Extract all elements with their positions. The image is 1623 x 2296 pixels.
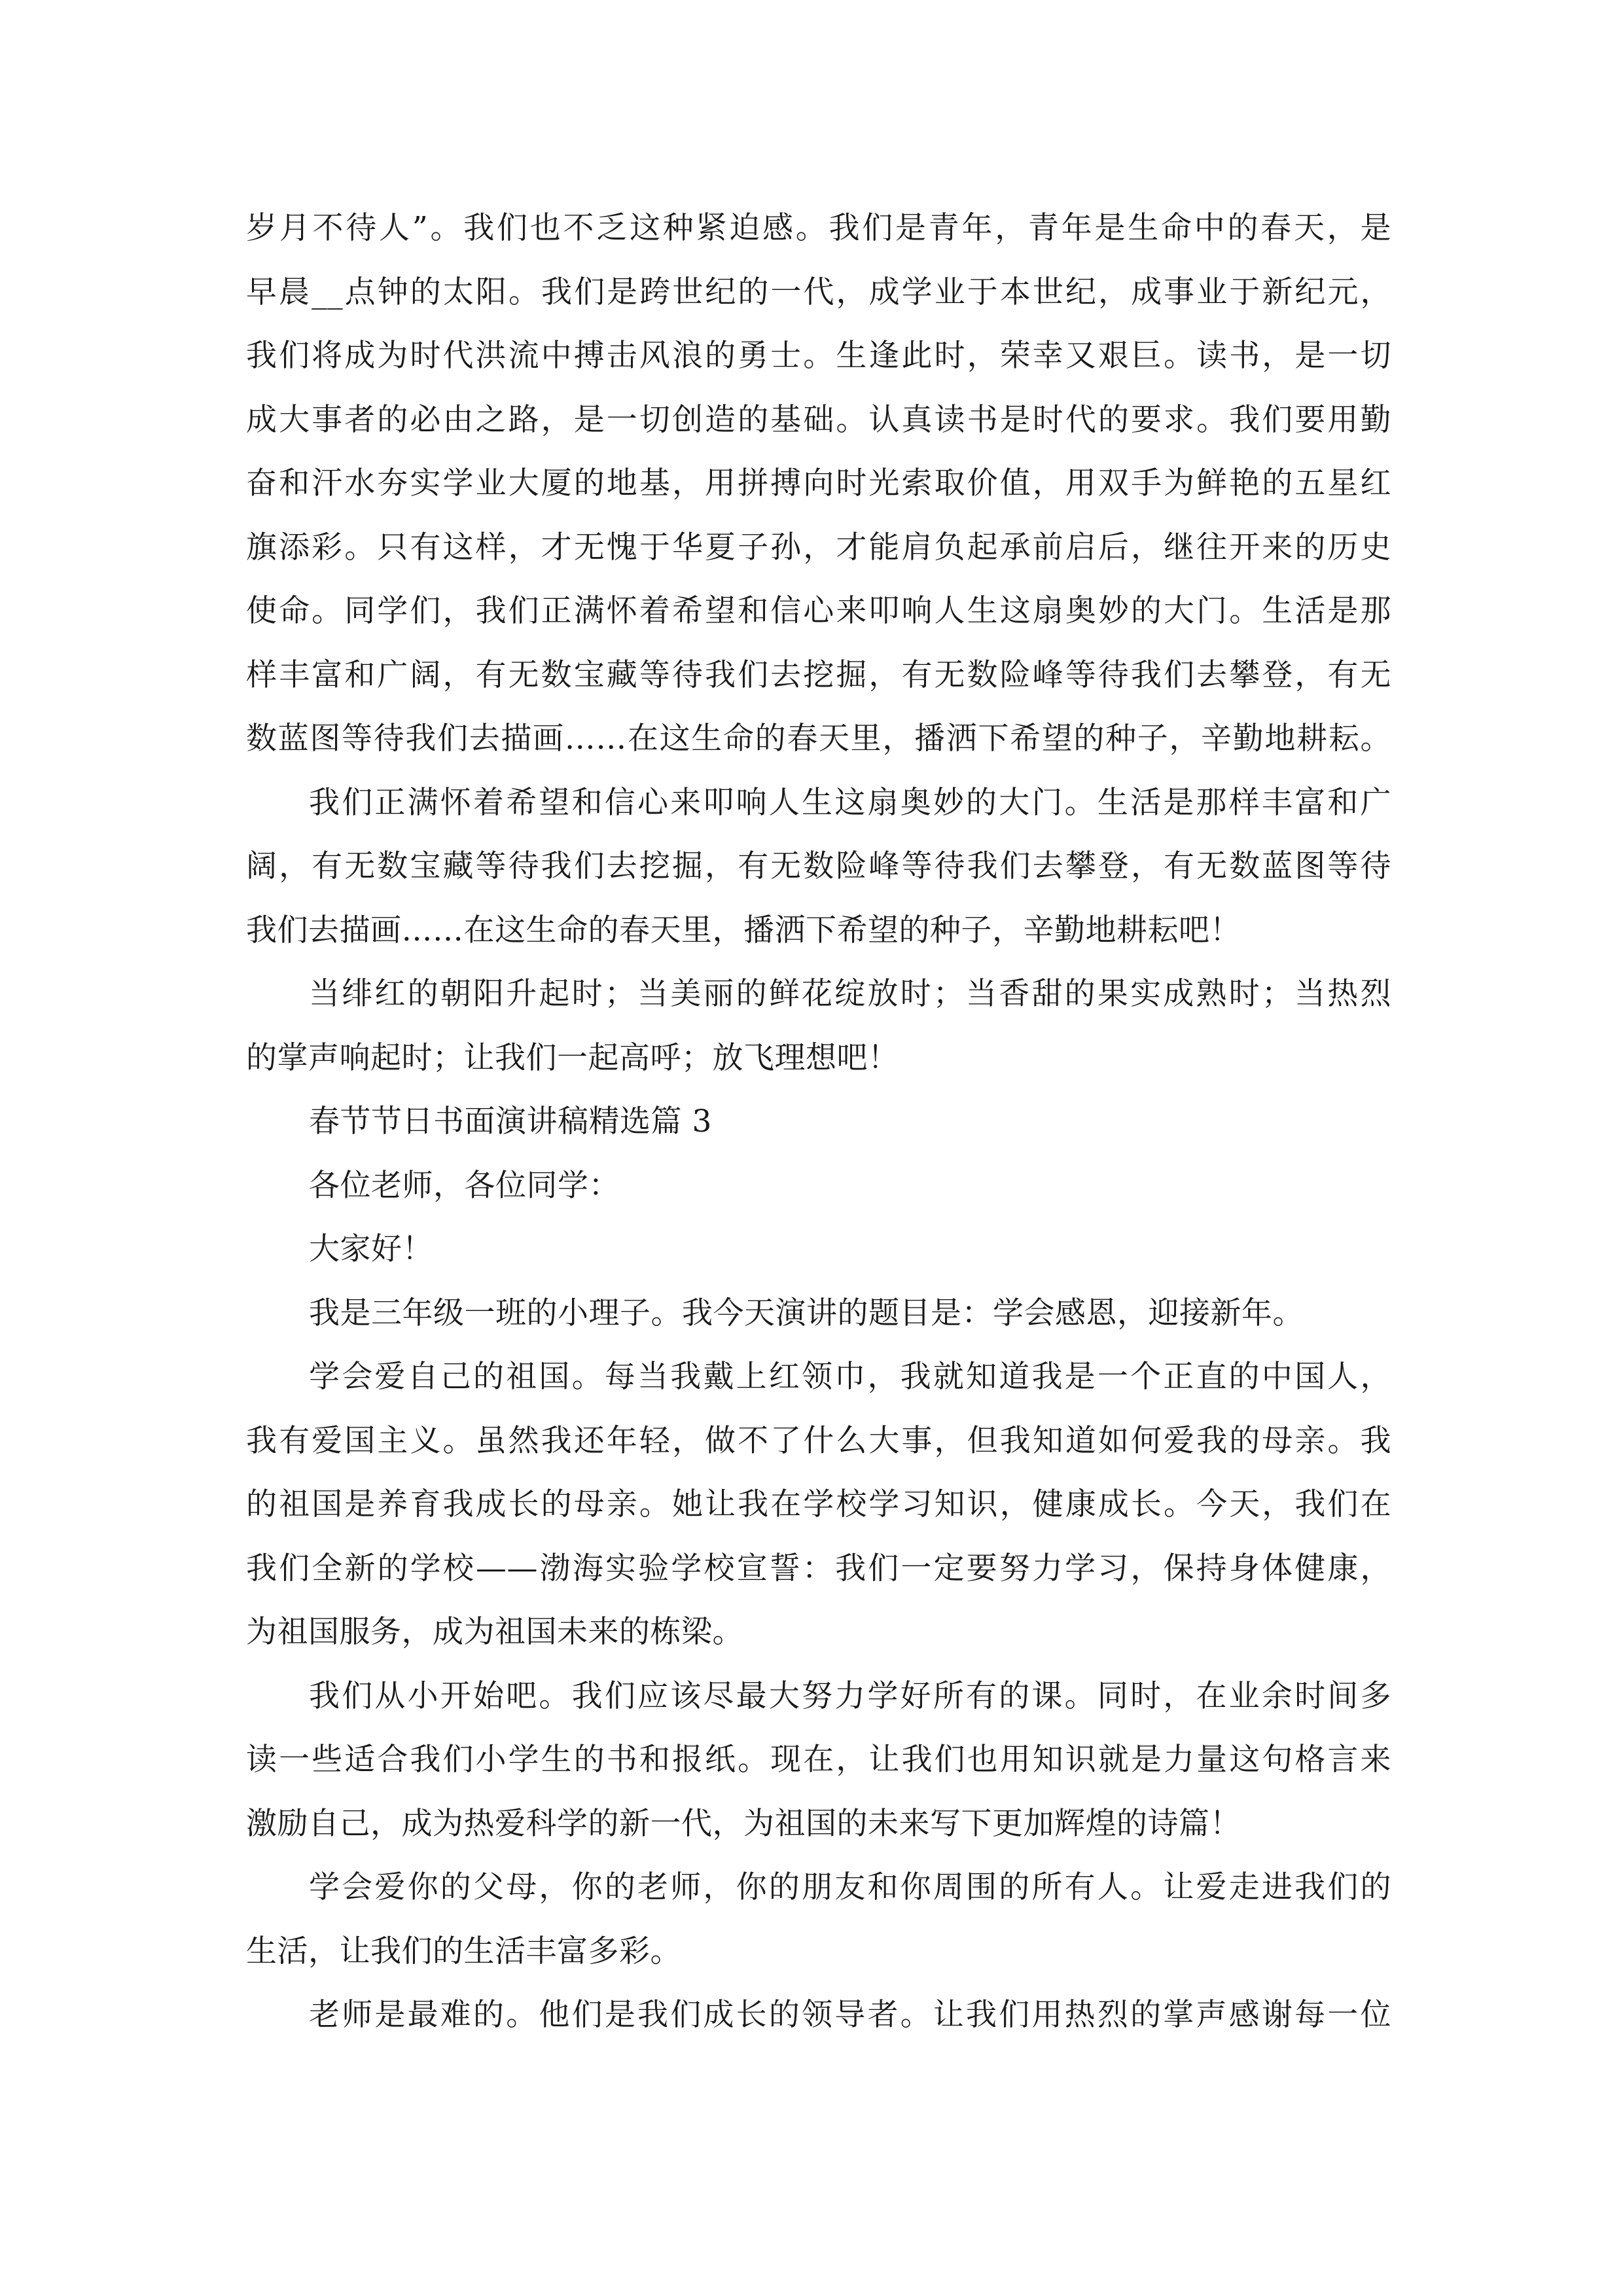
text-line: 我们将成为时代洪流中搏击风浪的勇士。生逢此时，荣幸又艰巨。读书，是一切	[246, 338, 1391, 374]
text-line: 岁月不待人”。我们也不乏这种紧迫感。我们是青年，青年是生命中的春天，是	[246, 210, 1391, 246]
text-line: 我们去描画……在这生命的春天里，播洒下希望的种子，辛勤地耕耘吧！	[246, 912, 1241, 948]
text-line: 老师是最难的。他们是我们成长的领导者。让我们用热烈的掌声感谢每一位	[309, 1997, 1391, 2033]
text-line: 我有爱国主义。虽然我还年轻，做不了什么大事，但我知道如何爱我的母亲。我	[246, 1422, 1391, 1459]
text-line: 春节节日书面演讲稿精选篇 3	[309, 1103, 712, 1139]
text-line: 当绯红的朝阳升起时；当美丽的鲜花绽放时；当香甜的果实成熟时；当热烈	[309, 976, 1391, 1012]
text-line: 使命。同学们，我们正满怀着希望和信心来叩响人生这扇奥妙的大门。生活是那	[246, 593, 1391, 629]
text-line: 读一些适合我们小学生的书和报纸。现在，让我们也用知识就是力量这句格言来	[246, 1742, 1391, 1778]
text-line: 激励自己，成为热爱科学的新一代，为祖国的未来写下更加辉煌的诗篇！	[246, 1805, 1241, 1842]
text-line: 我们全新的学校——渤海实验学校宣誓：我们一定要努力学习，保持身体健康，	[246, 1550, 1391, 1587]
text-line: 为祖国服务，成为祖国未来的栋梁。	[246, 1614, 743, 1650]
text-line: 的祖国是养育我成长的母亲。她让我在学校学习知识，健康成长。今天，我们在	[246, 1486, 1391, 1522]
text-line: 旗添彩。只有这样，才无愧于华夏子孙，才能肩负起承前启后，继往开来的历史	[246, 529, 1391, 565]
text-line: 早晨__点钟的太阳。我们是跨世纪的一代，成学业于本世纪，成事业于新纪元，	[246, 274, 1391, 310]
text-line: 生活，让我们的生活丰富多彩。	[246, 1933, 681, 1969]
text-line: 我们正满怀着希望和信心来叩响人生这扇奥妙的大门。生活是那样丰富和广	[309, 784, 1391, 821]
text-line: 大家好！	[309, 1231, 433, 1267]
text-line: 我是三年级一班的小理子。我今天演讲的题目是：学会感恩，迎接新年。	[309, 1295, 1304, 1331]
text-line: 数蓝图等待我们去描画……在这生命的春天里，播洒下希望的种子，辛勤地耕耘。	[246, 721, 1391, 757]
text-line: 学会爱自己的祖国。每当我戴上红领巾，我就知道我是一个正直的中国人，	[309, 1359, 1391, 1395]
text-line: 各位老师，各位同学：	[309, 1167, 620, 1204]
text-line: 奋和汗水夯实学业大厦的地基，用拼搏向时光索取价值，用双手为鲜艳的五星红	[246, 465, 1391, 501]
text-line: 学会爱你的父母，你的老师，你的朋友和你周围的所有人。让爱走进我们的	[309, 1869, 1391, 1905]
document-text-body	[246, 196, 1391, 2047]
text-line: 的掌声响起时；让我们一起高呼；放飞理想吧！	[246, 1039, 899, 1076]
text-line: 阔，有无数宝藏等待我们去挖掘，有无数险峰等待我们去攀登，有无数蓝图等待	[246, 848, 1391, 884]
text-line: 样丰富和广阔，有无数宝藏等待我们去挖掘，有无数险峰等待我们去攀登，有无	[246, 656, 1391, 693]
text-line: 成大事者的必由之路，是一切创造的基础。认真读书是时代的要求。我们要用勤	[246, 401, 1391, 438]
text-line: 我们从小开始吧。我们应该尽最大努力学好所有的课。同时，在业余时间多	[309, 1677, 1391, 1714]
